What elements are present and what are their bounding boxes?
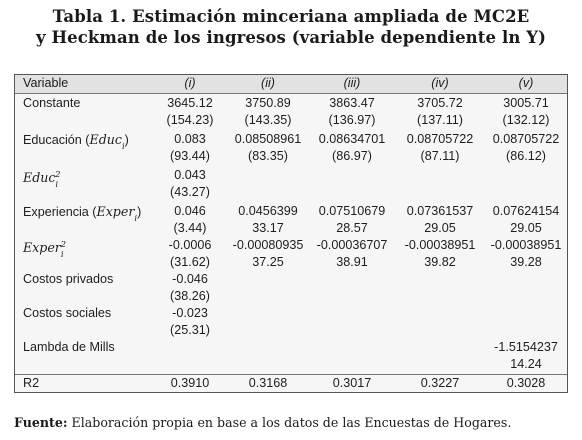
footnote-text: Elaboración propia en base a los datos de las Encuestas de Hogares. [67,415,512,430]
table-cell-r2: 0.3028 [506,376,546,390]
table-cell-se: (86.12) [506,149,546,163]
math-symbol-text: Educ [23,170,56,186]
table-cell: 0.07510679 [318,204,386,218]
table-cell-se: 39.82 [424,255,456,269]
table-cell-se: (93.44) [170,149,210,163]
table-cell-r2: 0.3227 [420,376,460,390]
header-col-v: (v) [518,76,534,90]
subscript: i [55,179,59,190]
table-cell: -0.046 [172,272,208,286]
row-label-text: Experiencia [23,205,89,219]
math-symbol-text: Exper [96,204,135,219]
title-line-2: y Heckman de los ingresos (variable dependiente ln Y) [35,28,547,47]
table-title [0,6,582,48]
table-cell-se: (136.97) [328,113,376,127]
table-cell-se: (83.35) [248,149,288,163]
row-label-experiencia: Experiencia (Exper$_i$) [23,204,142,224]
table-cell: 3005.71 [503,96,549,110]
table-cell: -0.00036707 [316,238,388,252]
math-symbol-text: Educ [89,132,122,147]
table-cell-se: (25.31) [170,323,210,337]
row-label-costos-privados: Costos privados [23,272,114,286]
math-symbol [23,240,66,260]
row-label-r2: R2 [23,376,40,390]
table-cell-r2: 0.3910 [170,376,210,390]
table-cell: 0.08634701 [318,132,386,146]
table-cell-se: 37.25 [252,255,284,269]
table-cell-se: (154.23) [166,113,214,127]
table-cell: 3705.72 [417,96,463,110]
math-symbol [96,204,138,224]
table-cell: 0.083 [174,132,206,146]
table-cell: 0.043 [174,168,206,182]
table-cell-se: 28.57 [336,221,368,235]
header-variable: Variable [23,76,69,90]
table-cell-se: 39.28 [510,255,542,269]
subscript: i [121,141,125,152]
table-cell: 0.07624154 [492,204,560,218]
table-cell-se: (86.97) [332,149,372,163]
math-symbol-text: Exper [23,240,61,256]
table-cell: 0.08705722 [492,132,560,146]
source-footnote [14,415,574,430]
table-cell: -0.023 [172,306,208,320]
footnote-label: Fuente: [14,415,68,430]
table-cell-r2: 0.3168 [248,376,288,390]
header-col-ii: (ii) [261,76,275,90]
header-col-iii: (iii) [343,76,361,90]
table-cell: 3863.47 [329,96,375,110]
table-cell-se: 29.05 [510,221,542,235]
row-label-exper-squared [23,237,66,263]
table-cell-r2: 0.3017 [332,376,372,390]
table-cell-se: 33.17 [252,221,284,235]
table-cell-se: (3.44) [173,221,207,235]
regression-table [14,74,568,393]
table-cell-se: 38.91 [336,255,368,269]
table-cell: 0.08508961 [234,132,302,146]
row-label-educ-squared [23,167,61,193]
table-cell-se: (132.12) [502,113,550,127]
table-cell: 3750.89 [245,96,291,110]
row-label-costos-sociales: Costos sociales [23,306,112,320]
table-cell: -0.00038951 [490,238,562,252]
table-cell-se: 14.24 [510,357,542,371]
table-cell-se: (143.35) [244,113,292,127]
table-cell: 0.0456399 [238,204,298,218]
header-col-iv: (iv) [431,76,449,90]
table-cell: -0.0006 [168,238,212,252]
row-label-educacion: Educación (Educ$_i$) [23,132,129,152]
math-symbol [89,132,125,152]
table-cell-se: (87.11) [420,149,460,163]
table-cell-se: (38.26) [170,289,210,303]
table-cell: -1.5154237 [494,340,558,354]
table-cell: 0.046 [174,204,206,218]
table-cell-se: (31.62) [170,255,210,269]
table-cell: -0.00080935 [232,238,304,252]
row-label-constante: Constante [23,96,81,110]
row-label-text: Educación [23,133,82,147]
subscript: i [60,249,64,260]
superscript: 2 [60,240,66,250]
table-cell-se: (43.27) [170,185,210,199]
table-cell-se: 29.05 [424,221,456,235]
title-line-1: Tabla 1. Estimación minceriana ampliada de MC2E [52,7,530,26]
table-cell: -0.00038951 [404,238,476,252]
superscript: 2 [55,170,61,180]
table-cell-se: (137.11) [417,113,463,127]
table-cell: 3645.12 [167,96,213,110]
table-cell: 0.08705722 [406,132,474,146]
table-cell: 0.07361537 [406,204,474,218]
row-label-lambda-mills: Lambda de Mills [23,340,115,354]
math-symbol [23,170,61,190]
subscript: i [134,213,138,224]
header-col-i: (i) [184,76,196,90]
